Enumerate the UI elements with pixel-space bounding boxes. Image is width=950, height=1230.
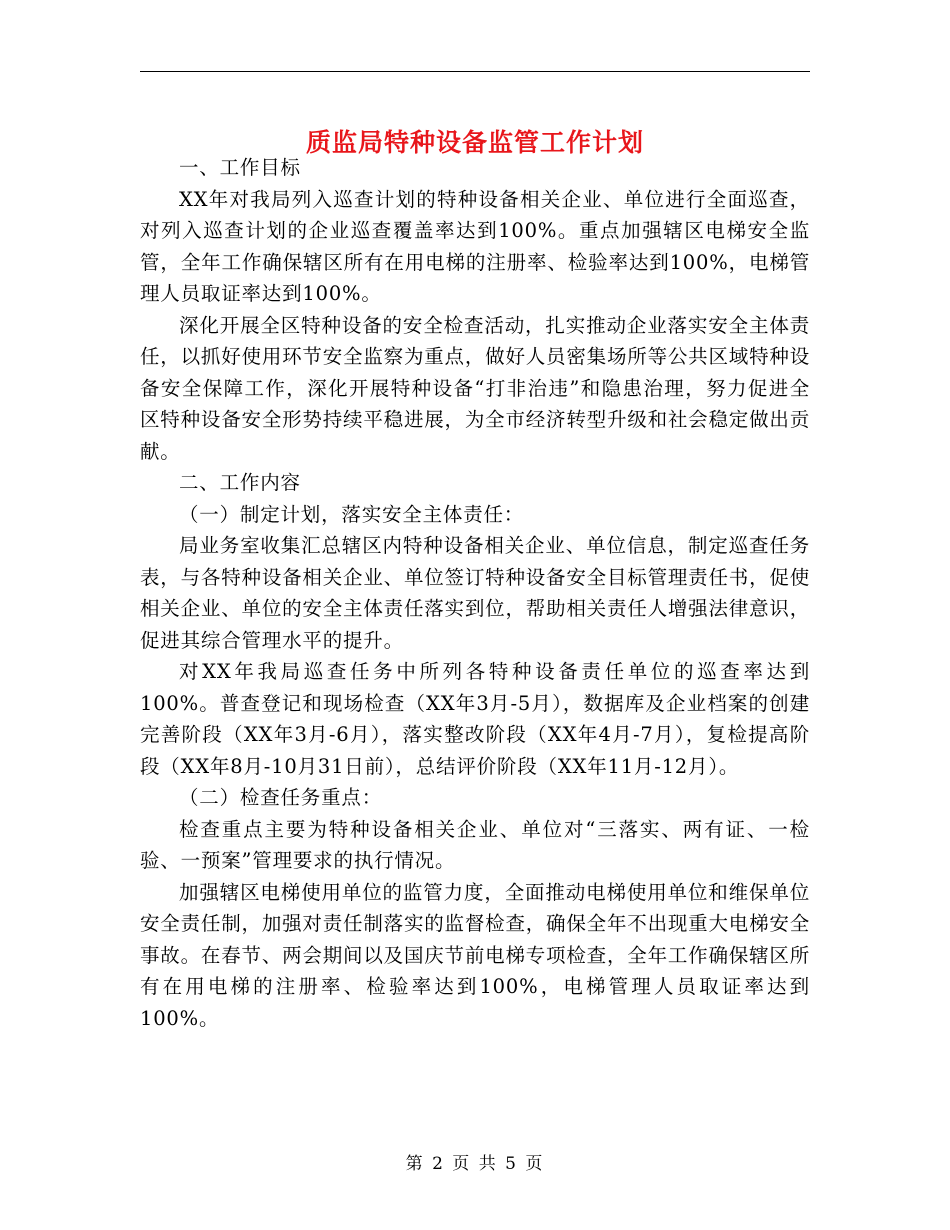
paragraph: 加强辖区电梯使用单位的监管力度，全面推动电梯使用单位和维保单位安全责任制，加强对责任制落实的监督检查，确保全年不出现重大电梯安全事故。在春节、两会期间以及国庆节前电梯专项检查，全年工作确保辖区所有在用电梯的注册率、检验率达到100%，电梯管理人员取证率达到100%。 bbox=[140, 880, 810, 1030]
document-body bbox=[140, 152, 810, 1034]
paragraph: XX年对我局列入巡查计划的特种设备相关企业、单位进行全面巡查，对列入巡查计划的企业巡查覆盖率达到100%。重点加强辖区电梯安全监管，全年工作确保辖区所有在用电梯的注册率、检验率达到100%，电梯管理人员取证率达到100%。 bbox=[140, 187, 810, 305]
paragraph: 对XX年我局巡查任务中所列各特种设备责任单位的巡查率达到100%。普查登记和现场检查（XX年3月-5月），数据库及企业档案的创建完善阶段（XX年3月-6月），落实整改阶段（XX年4月-7月），复检提高阶段（XX年8月-10月31日前），总结评价阶段（XX年11月-12月）。 bbox=[140, 660, 810, 778]
paragraph: 检查重点主要为特种设备相关企业、单位对“三落实、两有证、一检验、一预案”管理要求的执行情况。 bbox=[140, 817, 810, 872]
page-number: 第 2 页 共 5 页 bbox=[405, 1154, 545, 1174]
paragraph: 局业务室收集汇总辖区内特种设备相关企业、单位信息，制定巡查任务表，与各特种设备相关企业、单位签订特种设备安全目标管理责任书，促使相关企业、单位的安全主体责任落实到位，帮助相关责任人增强法律意识，促进其综合管理水平的提升。 bbox=[140, 534, 810, 652]
heading-work-goals: 一、工作目标 bbox=[179, 156, 301, 179]
heading-work-content: 二、工作内容 bbox=[179, 471, 301, 494]
subheading-inspection: （二）检查任务重点： bbox=[179, 786, 383, 809]
header-rule bbox=[140, 71, 810, 72]
document-title: 质监局特种设备监管工作计划 bbox=[305, 127, 644, 157]
subheading-plan: （一）制定计划，落实安全主体责任： bbox=[179, 502, 525, 526]
paragraph: 深化开展全区特种设备的安全检查活动，扎实推动企业落实安全主体责任，以抓好使用环节安全监察为重点，做好人员密集场所等公共区域特种设备安全保障工作，深化开展特种设备“打非治违”和隐患治理，努力促进全区特种设备安全形势持续平稳进展，为全市经济转型升级和社会稳定做出贡献。 bbox=[140, 313, 810, 463]
